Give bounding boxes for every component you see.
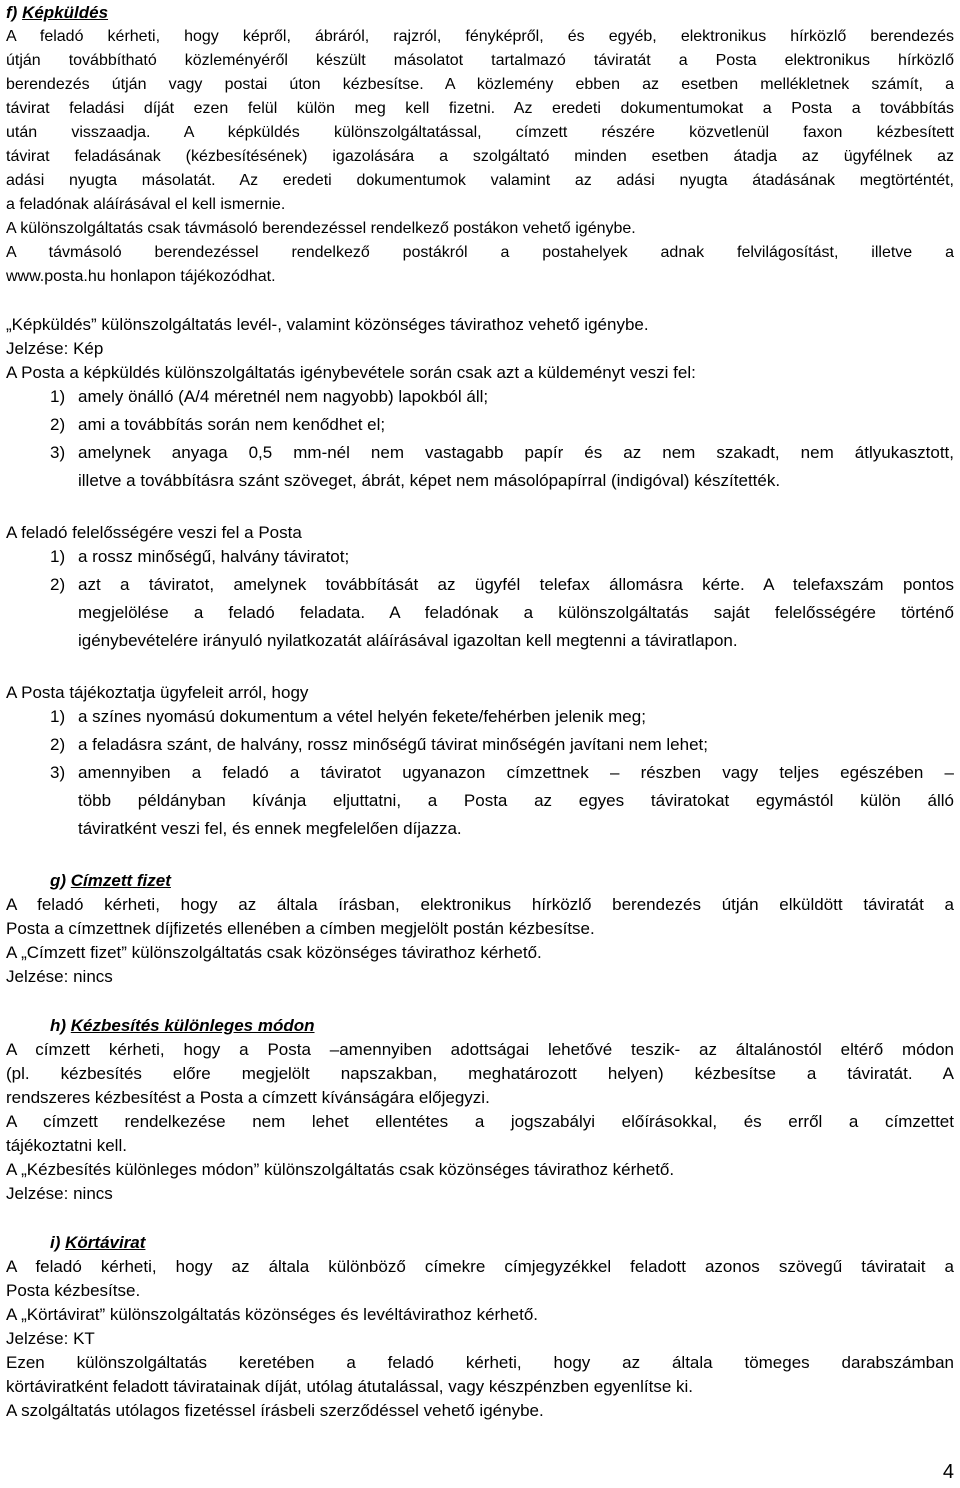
paragraph-line: A feladó kérheti, hogy az általa különböző címekre címjegyzékkel feladott azonos szövegű táviratait a xyxy=(6,1257,954,1276)
paragraph-line: A feladó kérheti, hogy képről, ábráról, rajzról, fényképről, és egyéb, elektronikus hírközlő berendezés xyxy=(6,28,954,45)
list-number: 1) xyxy=(50,387,66,406)
paragraph-line: után visszaadja. A képküldés különszolgáltatással, címzett részére közvetlenül faxon kézbesített xyxy=(6,124,954,141)
list-item: amely önálló (A/4 méretnél nem nagyobb) lapokból áll; xyxy=(78,387,489,406)
paragraph-line: Posta kézbesítse. xyxy=(6,1281,141,1300)
list-number: 1) xyxy=(50,707,66,726)
paragraph-line: www.posta.hu honlapon tájékozódhat. xyxy=(6,268,276,285)
paragraph-line: távirat feladási díját ezen felül külön meg kell fizetni. Az eredeti dokumentumokat a Posta a továbbítás xyxy=(6,100,954,117)
section-i-title: Körtávirat xyxy=(65,1233,146,1252)
list-item: amennyiben a feladó a táviratot ugyanazon címzettnek – részben vagy teljes egészében – xyxy=(78,763,954,782)
page-number: 4 xyxy=(942,1461,954,1483)
marking-line: Jelzése: KT xyxy=(6,1329,95,1348)
paragraph-line: a feladónak aláírásával el kell ismernie. xyxy=(6,196,286,213)
list-number: 3) xyxy=(50,443,66,462)
section-f-letter: f) xyxy=(6,3,18,22)
list-item-continuation: igénybevételére irányuló nyilatkozatát aláírásával igazoltan kell megtenni a táviratlapon. xyxy=(78,631,738,650)
paragraph-line: berendezés útján vagy postai úton kézbesítse. A közlemény ebben az esetben mellékletnek számít, a xyxy=(6,76,954,93)
paragraph-line: távirat feladásának (kézbesítésének) igazolására a szolgáltató minden esetben átadja az ügyfélnek az xyxy=(6,148,954,165)
section-i-letter: i) xyxy=(50,1233,61,1252)
section-f-heading xyxy=(6,1,108,25)
paragraph-line: Ezen különszolgáltatás keretében a feladó kérheti, hogy az általa tömeges darabszámban xyxy=(6,1353,954,1372)
list-number: 2) xyxy=(50,575,66,594)
section-f-title: Képküldés xyxy=(22,3,109,22)
paragraph-line: A feladó kérheti, hogy az általa írásban, elektronikus hírközlő berendezés útján elküldött táviratát a xyxy=(6,895,954,914)
section-h-heading xyxy=(50,1014,315,1038)
paragraph-line: A szolgáltatás utólagos fizetéssel írásbeli szerződéssel vehető igénybe. xyxy=(6,1401,544,1420)
paragraph-line: Posta a címzettnek díjfizetés ellenében a címben megjelölt postán kézbesítse. xyxy=(6,919,595,938)
paragraph-line: (pl. kézbesítés előre megjelölt napszakban, meghatározott helyen) kézbesítse a táviratát. A xyxy=(6,1064,954,1083)
paragraph-line: „Képküldés” különszolgáltatás levél-, valamint közönséges távirathoz vehető igénybe. xyxy=(6,315,649,334)
section-h-letter: h) xyxy=(50,1016,67,1035)
paragraph-line: A feladó felelősségére veszi fel a Posta xyxy=(6,523,302,542)
marking-line: Jelzése: nincs xyxy=(6,1184,113,1203)
paragraph-line: A Posta a képküldés különszolgáltatás igénybevétele során csak azt a küldeményt veszi fel: xyxy=(6,363,696,382)
section-g-heading xyxy=(50,869,171,893)
list-number: 2) xyxy=(50,415,66,434)
paragraph-line: tájékoztatni kell. xyxy=(6,1136,127,1155)
paragraph-line: A Posta tájékoztatja ügyfeleit arról, hogy xyxy=(6,683,309,702)
paragraph-line: A különszolgáltatás csak távmásoló berendezéssel rendelkező postákon vehető igénybe. xyxy=(6,220,636,237)
paragraph-line: A „Címzett fizet” különszolgáltatás csak közönséges távirathoz kérhető. xyxy=(6,943,542,962)
marking-line: Jelzése: nincs xyxy=(6,967,113,986)
section-g-letter: g) xyxy=(50,871,67,890)
list-item-continuation: illetve a továbbításra szánt szöveget, ábrát, képet nem másolópapírral (indigóval) készítették. xyxy=(78,471,781,490)
list-item-continuation: megjelölése a feladó feladata. A feladónak a különszolgáltatás saját felelősségére történő xyxy=(78,603,954,622)
section-h-title: Kézbesítés különleges módon xyxy=(70,1016,315,1035)
list-number: 2) xyxy=(50,735,66,754)
list-item: a színes nyomású dokumentum a vétel helyén fekete/fehérben jelenik meg; xyxy=(78,707,646,726)
paragraph-line: A címzett kérheti, hogy a Posta –amennyiben adottságai lehetővé teszik- az általánostól eltérő módon xyxy=(6,1040,954,1059)
paragraph-line: körtáviratként feladott táviratainak díját, utólag átutalással, vagy készpénzben egyenlítse ki. xyxy=(6,1377,694,1396)
paragraph-line: A címzett rendelkezése nem lehet ellentétes a jogszabályi előírásokkal, és erről a címzettet xyxy=(6,1112,954,1131)
list-item: a rossz minőségű, halvány táviratot; xyxy=(78,547,350,566)
list-number: 1) xyxy=(50,547,66,566)
list-item: amelynek anyaga 0,5 mm-nél nem vastagabb papír és az nem szakadt, nem átlyukasztott, xyxy=(78,443,954,462)
paragraph-line: A „Körtávirat” különszolgáltatás közönséges és levéltávirathoz kérhető. xyxy=(6,1305,538,1324)
paragraph-line: A távmásoló berendezéssel rendelkező postákról a postahelyek adnak felvilágosítást, illetve a xyxy=(6,244,954,261)
list-item-continuation: táviratként veszi fel, és ennek megfelelően díjazza. xyxy=(78,819,462,838)
paragraph-line: A „Kézbesítés különleges módon” különszolgáltatás csak közönséges távirathoz kérhető. xyxy=(6,1160,675,1179)
section-g-title: Címzett fizet xyxy=(70,871,171,890)
list-item-continuation: több példányban kívánja eljuttatni, a Posta az egyes táviratokat egymástól külön álló xyxy=(78,791,954,810)
list-item: a feladásra szánt, de halvány, rossz minőségű távirat minőségén javítani nem lehet; xyxy=(78,735,708,754)
paragraph-line: adási nyugta másolatát. Az eredeti dokumentumok valamint az adási nyugta átadásának megtörténtét, xyxy=(6,172,954,189)
list-item: azt a táviratot, amelynek továbbítását az ügyfél telefax állomásra kérte. A telefaxszám pontos xyxy=(78,575,954,594)
paragraph-line: rendszeres kézbesítést a Posta a címzett kívánságára előjegyzi. xyxy=(6,1088,490,1107)
section-i-heading xyxy=(50,1231,145,1255)
list-number: 3) xyxy=(50,763,66,782)
list-item: ami a továbbítás során nem kenődhet el; xyxy=(78,415,386,434)
paragraph-line: útján továbbítható közleményéről készült másolatot tartalmazó táviratát a Posta elektronikus hírközlő xyxy=(6,52,954,69)
marking-line: Jelzése: Kép xyxy=(6,339,104,358)
